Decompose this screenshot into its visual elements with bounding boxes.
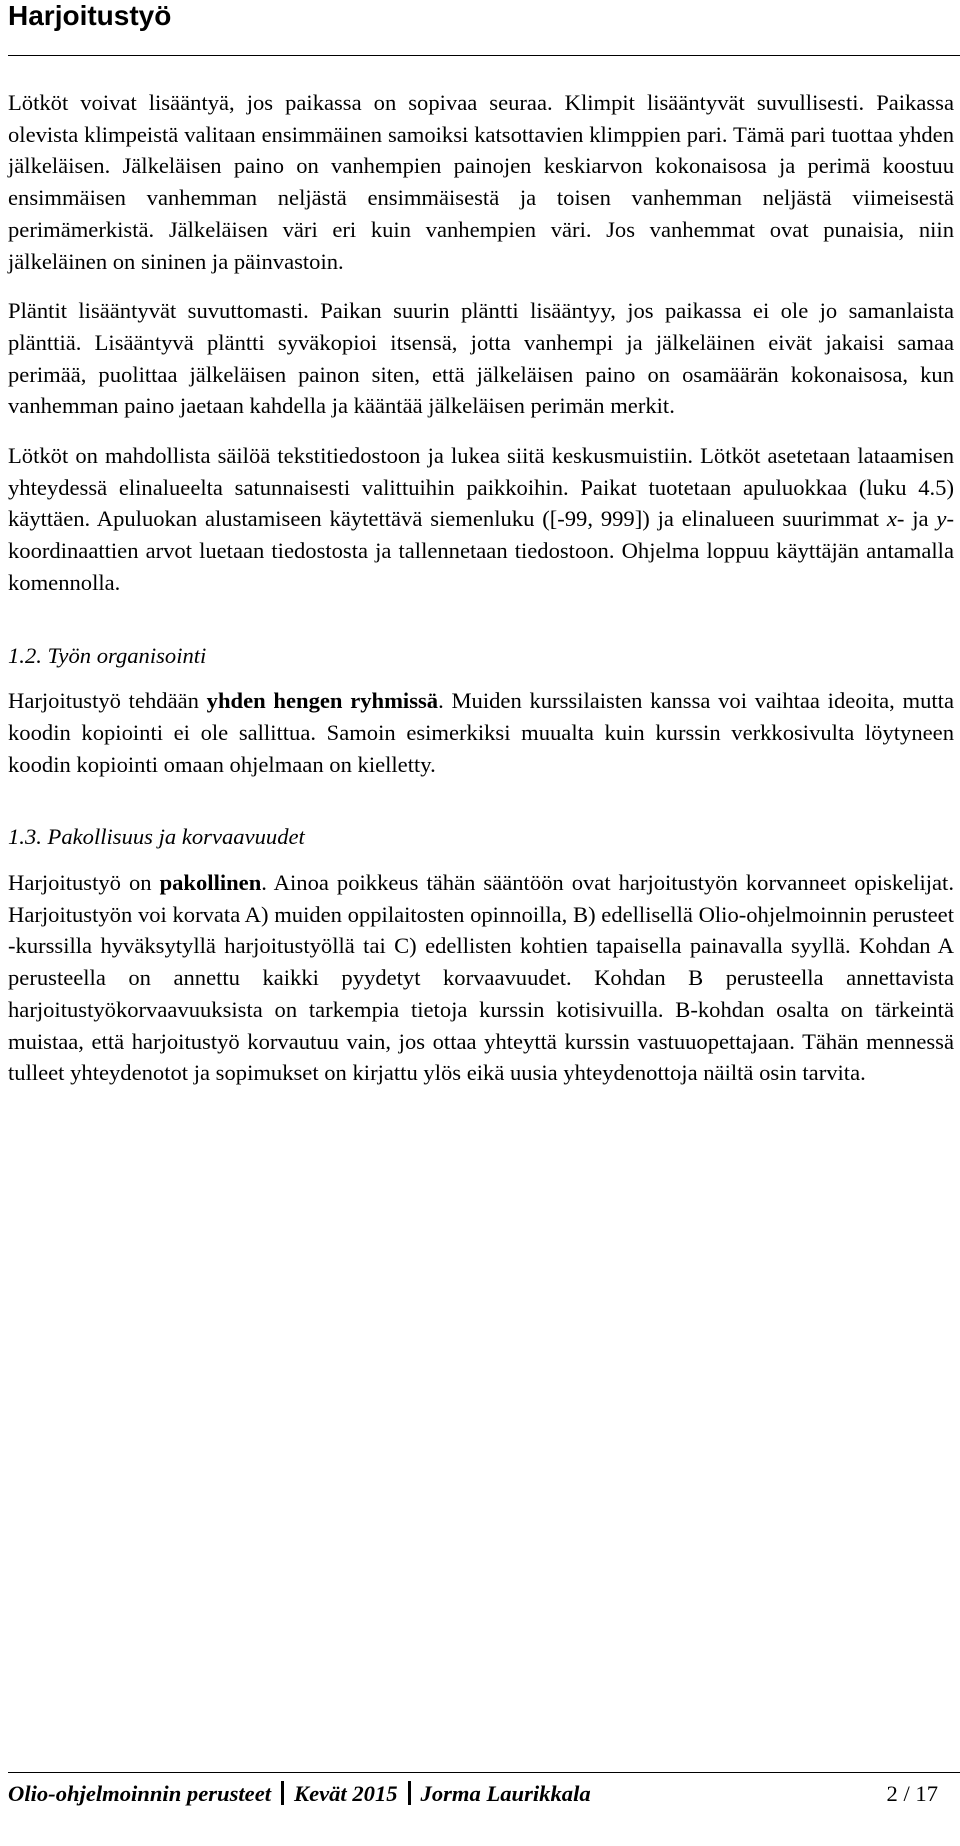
text-segment: -koordinaattien arvot luetaan tiedostosta ja tallennetaan tiedostoon. Ohjelma loppuu käyttäjän antamalla komennolla. (8, 506, 954, 595)
footer-author: Jorma Laurikkala (420, 1781, 591, 1806)
paragraph-mandatory (8, 867, 954, 1089)
paragraph-file-storage (8, 440, 954, 599)
bold-emphasis: pakollinen (159, 870, 262, 896)
text-segment: Lötköt on mahdollista säilöä tekstitiedostoon ja lukea siitä keskusmuistiin. Lötköt asetetaan lataamisen yhteydessä elinalueelta satunnaisesti valittuihin paikkoihin. Paikat tuotetaan apuluokkaa (luku 4.5) käyttäen. Apuluokan alustamiseen käytettävä siemenluku ([-99, 999]) ja elinalueen suurimmat (8, 443, 954, 532)
header-divider (8, 55, 960, 56)
footer-separator (408, 1781, 411, 1805)
text-segment: Harjoitustyö on (8, 870, 160, 896)
text-segment: . Ainoa poikkeus tähän sääntöön ovat harjoitustyön korvanneet opiskelijat. Harjoitustyön voi korvata A) muiden oppilaitosten opinnoilla, B) edellisellä Olio-ohjelmoinnin perusteet -kurssilla hyväksytyllä harjoitustyöllä tai C) edellisten kohtien tapaisella painavalla syyllä. Kohdan A perusteella on annettu kaikki pyydetyt korvaavuudet. Kohdan B perusteella annettavista harjoitustyökorvaavuuksista on tarkempia tietoja kurssin kotisivuilla. B-kohdan osalta on tärkeintä muistaa, että harjoitustyö korvautuu vain, jos ottaa yhteyttä kurssin vastuuopettajaan. Tähän mennessä tulleet yhteydenotot ja sopimukset on kirjattu ylös eikä uusia yhteydenottoja näiltä osin tarvita. (8, 870, 954, 1086)
footer-term: Kevät 2015 (294, 1781, 398, 1806)
paragraph-plantit-reproduction: Pläntit lisääntyvät suvuttomasti. Paikan suurin pläntti lisääntyy, jos paikassa ei ole jo samanlaista plänttiä. Lisääntyvä pläntti syväkopioi itsensä, jotta vanhempi ja jälkeläinen eivät jakaisi samaa perimää, puolittaa jälkeläisen painon siten, että jälkeläisen paino on osamäärän kokonaisosa, kun vanhemman paino jaetaan kahdella ja kääntää jälkeläisen perimän merkit. (8, 298, 954, 419)
footer-course: Olio-ohjelmoinnin perusteet (8, 1781, 271, 1806)
bold-emphasis: yhden hengen ryhmissä (206, 688, 439, 714)
text-segment: . Muiden kurssilaisten kanssa voi vaihtaa ideoita, mutta koodin kopiointi ei ole sallittua. Samoin esimerkiksi muualta kuin kurssin verkkosivulta löytyneen koodin kopiointi omaan ohjelmaan on kielletty. (8, 688, 954, 777)
page-title: Harjoitustyö (8, 0, 172, 31)
footer-separator (281, 1781, 284, 1805)
text-segment: - ja (896, 506, 937, 532)
section-heading-mandatory: 1.3. Pakollisuus ja korvaavuudet (8, 824, 305, 850)
footer-divider (8, 1772, 960, 1773)
footer-info (8, 1776, 591, 1812)
section-heading-organisation: 1.2. Työn organisointi (8, 642, 207, 668)
page-number: 2 / 17 (886, 1781, 938, 1806)
paragraph-lotkot-reproduction: Lötköt voivat lisääntyä, jos paikassa on sopivaa seuraa. Klimpit lisääntyvät suvullisesti. Paikassa olevista klimpeistä valitaan ensimmäinen samoiksi katsottavien klimppien pari. Tämä pari tuottaa yhden jälkeläisen. Jälkeläisen paino on vanhempien painojen keskiarvon kokonaisosa ja perimä koostuu ensimmäisen vanhemman neljästä ensimmäisestä ja toisen vanhemman neljästä viimeisestä perimämerkistä. Jälkeläisen väri eri kuin vanhempien väri. Jos vanhemmat ovat punaisia, niin jälkeläinen on sininen ja päinvastoin. (8, 90, 954, 274)
italic-x: x (886, 506, 897, 532)
paragraph-organisation (8, 685, 954, 780)
page-footer (8, 1776, 938, 1812)
document-body (8, 87, 954, 1089)
text-segment: Harjoitustyö tehdään (8, 688, 207, 714)
italic-y: y (936, 506, 947, 532)
